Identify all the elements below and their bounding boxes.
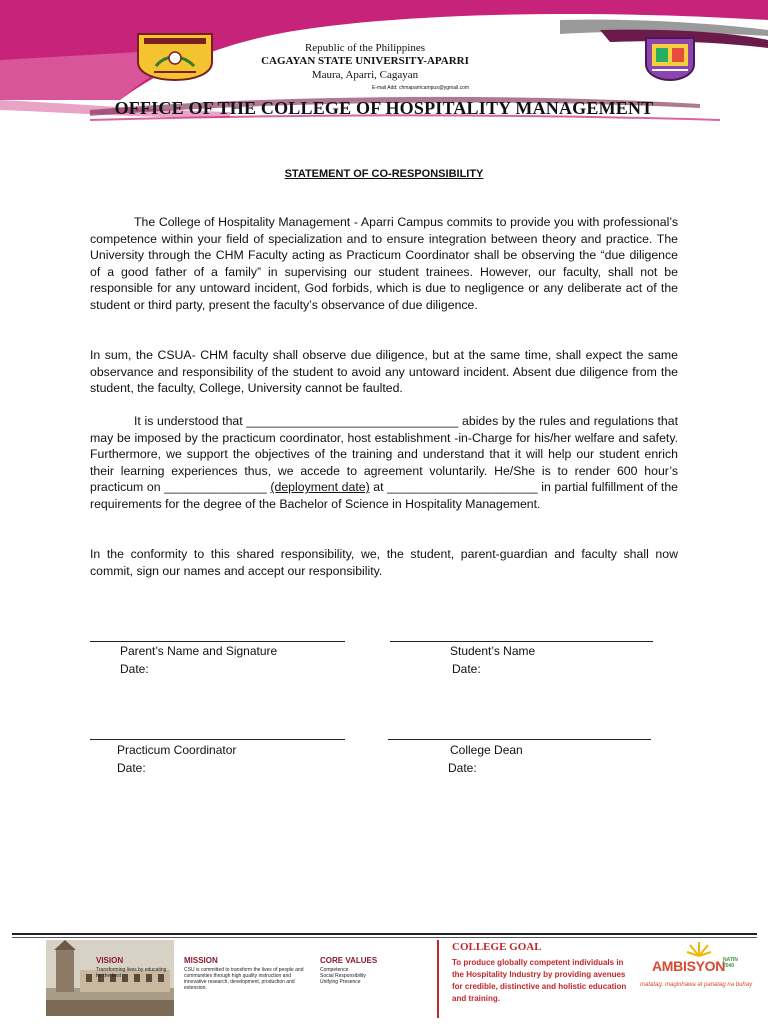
mission-heading: MISSION [184,956,218,965]
college-goal-heading: COLLEGE GOAL [452,941,542,953]
coordinator-signature-line [90,739,345,740]
university-name: CAGAYAN STATE UNIVERSITY-APARRI [261,55,469,67]
establishment-blank: ______________________ [387,480,538,495]
ambisyon-tagline: matatag, maginhawa at panatag na buhay [640,982,753,988]
office-title: OFFICE OF THE COLLEGE OF HOSPITALITY MANAGEMENT [114,98,654,118]
deployment-date-label: (deployment date) [270,480,370,495]
coordinator-label: Practicum Coordinator [117,743,237,757]
email-address: E-mail Add: chmaparricampus@ygmail.com [372,85,470,91]
p3-body: abides by the rules and regulations that may be imposed by the practicum coordinator, host establishment -in-Charge for his/her welfare and safety. Furthermore, we support the objectives of the training and understand that it will help our student enrich their learning experiences thus, we accede to agreement voluntarily. He/She is to render 600 hour’s practicum on [90,414,679,495]
chm-shield-logo [644,34,696,82]
csu-seal-logo [136,32,214,82]
natin-2040-text: NATIN 2040 [723,957,738,969]
dean-date-label: Date: [448,761,477,775]
p3-closing: in partial fulfillment of the requirements for the degree of the Bachelor of Science in Hospitality Management. [90,480,678,511]
core-value-2: Social Responsibility [320,973,366,979]
student-date-label: Date: [452,662,481,676]
student-name-label: Student’s Name [450,644,536,658]
vision-text: Transforming lives by educating for the best [96,967,167,979]
core-value-3: Unifying Presence [320,979,361,985]
ambisyon-logo-text: AMBISYON [652,958,726,974]
parent-signature-line [90,641,345,642]
coordinator-date-label: Date: [117,761,146,775]
parent-date-label: Date: [120,662,149,676]
university-address: Maura, Aparri, Cagayan [311,69,419,81]
paragraph-2: In sum, the CSUA- CHM faculty shall observe due diligence, but at the same time, shall expect the same observance and responsibility of the student to avoid any untoward incident. Absent due diligence from the student, the faculty, College, University cannot be faulted. [90,348,678,396]
footer-rule-thin [12,937,757,938]
date-blank: _______________ [164,480,267,495]
republic-text: Republic of the Philippines [304,42,426,54]
dean-label: College Dean [450,743,523,757]
college-goal-text: To produce globally competent individuals in the Hospitality Industry by providing avenues for credible, distinctive and holistic education and training. [452,958,627,1003]
p3-intro: It is understood that [134,414,243,428]
core-values-heading: CORE VALUES [320,956,378,965]
paragraph-4: In the conformity to this shared responsibility, we, the student, parent-guardian and faculty shall now commit, sign our names and accept our responsibility. [90,547,678,578]
footer-rule [12,933,757,935]
p3-at: at [373,480,384,495]
core-value-1: Competence [320,967,349,973]
paragraph-3 [90,413,678,513]
dean-signature-line [388,739,651,740]
parent-signature-label: Parent’s Name and Signature [120,644,278,658]
mission-text: CSU is committed to transform the lives of people and communities through high quality instruction and innovative research, development, production and extension. [184,967,304,991]
student-name-blank: _______________________________ [246,414,459,428]
paragraph-1: The College of Hospitality Management - Aparri Campus commits to provide you with professional’s competence within your field of specialization and to ensure integration between theory and practice. The University through the CHM Faculty acting as Practicum Coordinator shall be observing the “due diligence of a good father of a family” in supervising our student trainees. However, our faculty, shall not be responsible for any untoward incident, God forbids, which is due to negligence or any deliberate act of the student or third party, present the faculty’s observance of due diligence. [90,215,678,312]
sun-rays-icon [686,940,712,958]
vision-heading: VISION [96,956,124,965]
student-signature-line [390,641,653,642]
document-title: STATEMENT OF CO-RESPONSIBILITY [284,168,484,180]
